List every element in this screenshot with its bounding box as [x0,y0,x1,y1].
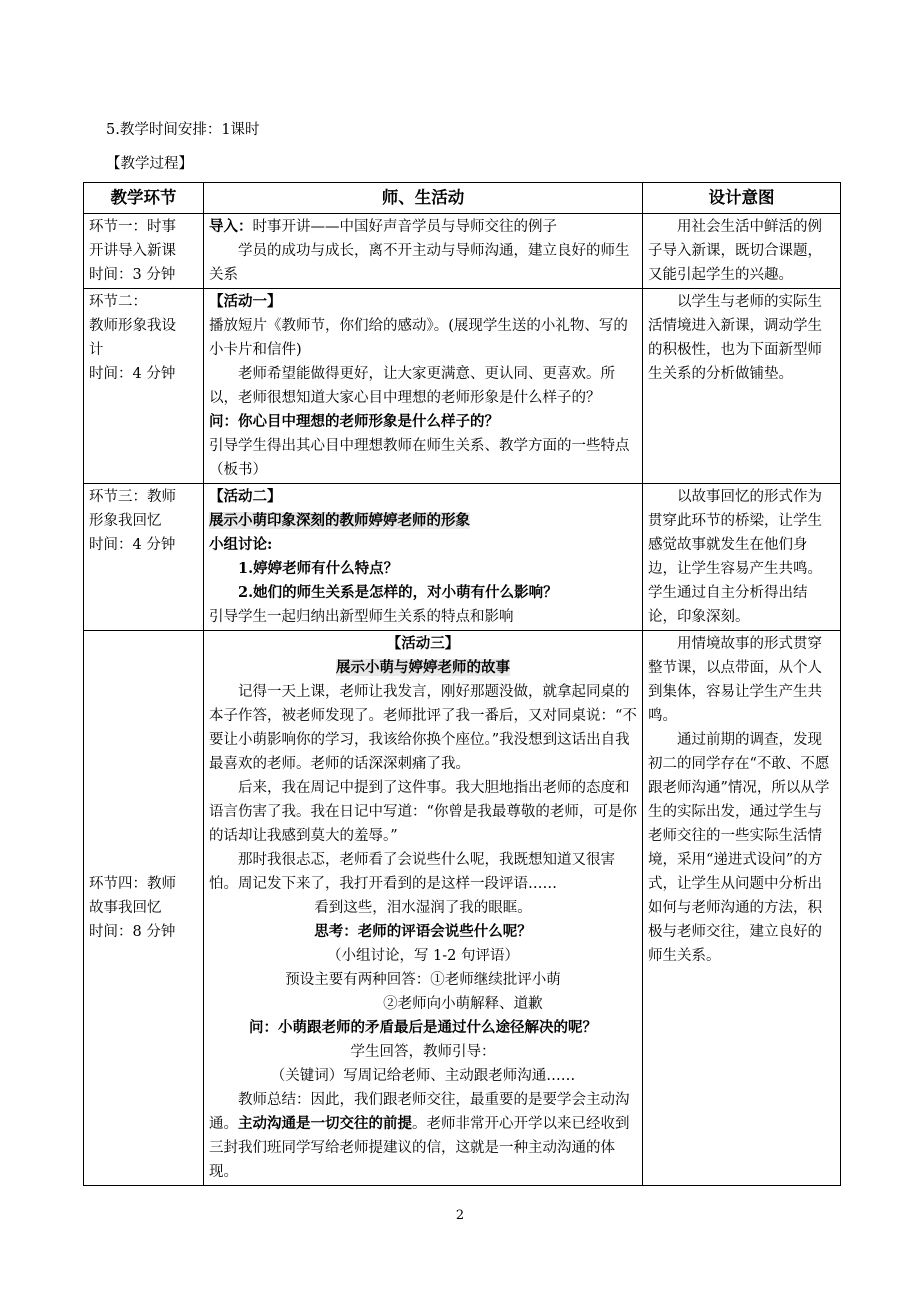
intent-text: 以故事回忆的形式作为贯穿此环节的桥梁，让学生感觉故事就发生在他们身边，让学生容易产生共鸣。学生通过自主分析得出结论，印象深刻。 [648,489,822,625]
header-intent: 设计意图 [643,183,841,214]
activity-title: 【活动二】 [209,488,282,505]
highlighted-heading: 展示小萌印象深刻的教师婷婷老师的形象 [209,512,470,529]
header-activity: 师、生活动 [204,183,643,214]
table-row [84,484,841,631]
activity-paragraph: 引导学生一起归纳出新型师生关系的特点和影响 [209,609,514,625]
teaching-time-line: 5.教学时间安排：1课时 [106,122,260,138]
intent-cell [643,214,841,289]
stage-cell [84,484,204,631]
story-paragraph: 记得一天上课，老师让我发言，刚好那题没做，就拿起同桌的本子作答，被老师发现了。老师批评了我一番后，又对同桌说：“不要让小萌影响你的学习，我该给你换个座位。”我没想到这话出自我最喜欢的老师。老师的话深深刺痛了我。 [209,684,637,772]
table-row [84,631,841,1186]
activity-paragraph: 引导学生得出其心目中理想教师在师生关系、教学方面的一些特点（板书） [209,438,630,478]
discussion-question: 2.她们的师生关系是怎样的，对小萌有什么影响？ [238,584,558,601]
activity-paragraph: 播放短片《教师节，你们给的感动》。(展现学生送的小礼物、写的小卡片和信件) [209,318,628,358]
intent-cell [643,289,841,484]
activity-cell [204,214,643,289]
story-paragraph: 那时我很忐忑，老师看了会说些什么呢，我既想知道又很害怕。周记发下来了，我打开看到的是这样一段评语…… [209,852,615,892]
stage-line: 教师形象我设 [89,318,176,334]
preset-answer: ②老师向小萌解释、道歉 [383,996,543,1012]
stage-line: 时间：4 分钟 [89,366,176,382]
table-row [84,289,841,484]
activity-question: 问：你心目中理想的老师形象是什么样子的？ [209,413,499,430]
discussion-question: 1.婷婷老师有什么特点？ [238,560,399,577]
stage-line: 环节三：教师 [89,489,176,505]
intent-text: 通过前期的调查，发现初二的同学存在“不敢、不愿跟老师沟通”情况，所以从学生的实际出发，通过学生与老师交往的一些实际生活情境，采用“递进式设问”的方式，让学生从问题中分析出如何与老师沟通的方法，积极与老师交往，建立良好的师生关系。 [648,732,830,964]
intent-text: 用社会生活中鲜活的例子导入新课，既切合课题，又能引起学生的兴趣。 [648,219,822,283]
stage-line: 开讲导入新课 [89,243,176,259]
activity-cell [204,631,643,1186]
stage-line: 环节四：教师 [89,876,176,892]
summary-text: 教师总结：因此，我们跟老师交往，最重要的是要学会主动沟通。 [209,1092,630,1132]
activity-paragraph: 学员的成功与成长，离不开主动与导师沟通，建立良好的师生关系 [209,243,630,283]
stage-line: 时间：4 分钟 [89,537,176,553]
intent-text: 用情境故事的形式贯穿整节课，以点带面，从个人到集体，容易让学生产生共鸣。 [648,636,822,724]
activity-cell [204,484,643,631]
summary-text: 。老师非常开心开学以来已经收到三封我们班同学写给老师提建议的信，这就是一种主动沟通的体现。 [209,1116,630,1180]
activity-title: 【活动三】 [386,635,460,652]
teaching-process-label: 【教学过程】 [106,156,193,172]
stage-line: 时间：8 分钟 [89,924,176,940]
answer-line: 学生回答，教师引导： [350,1044,496,1060]
highlighted-heading: 展示小萌与婷婷老师的故事 [336,659,510,676]
header-stage: 教学环节 [84,183,204,214]
story-paragraph: 看到这些，泪水湿润了我的眼眶。 [314,900,532,916]
stage-line: 环节二： [89,294,147,310]
question: 问：小萌跟老师的矛盾最后是通过什么途径解决的呢？ [249,1019,597,1036]
think-question: 思考：老师的评语会说些什么呢？ [314,923,532,940]
stage-line: 故事我回忆 [89,900,162,916]
group-discussion-label: 小组讨论: [209,536,273,553]
table-header-row [84,183,841,214]
keywords-line: （关键词）写周记给老师、主动跟老师沟通…… [270,1068,576,1084]
stage-line: 形象我回忆 [89,513,162,529]
story-paragraph: 后来，我在周记中提到了这件事。我大胆地指出老师的态度和语言伤害了我。我在日记中写道：“你曾是我最尊敬的老师，可是你的话却让我感到莫大的羞辱。” [209,780,637,844]
stage-line: 环节一：时事 [89,219,176,235]
activity-cell [204,289,643,484]
stage-cell [84,631,204,1186]
stage-cell [84,214,204,289]
table-row [84,214,841,289]
intent-text: 以学生与老师的实际生活情境进入新课，调动学生的积极性，也为下面新型师生关系的分析做铺垫。 [648,294,822,382]
page-number: 2 [455,1208,465,1223]
activity-title: 【活动一】 [209,293,282,310]
stage-line: 计 [89,342,104,358]
stage-line: 时间：3 分钟 [89,267,176,283]
activity-paragraph: 老师希望能做得更好，让大家更满意、更认同、更喜欢。所以，老师很想知道大家心目中理想的老师形象是什么样子的？ [209,366,615,406]
summary-bold-text: 主动沟通是一切交往的前提 [238,1115,412,1132]
lesson-plan-table [83,182,841,1186]
preset-answer: 预设主要有两种回答：①老师继续批评小萌 [285,972,561,988]
intent-cell [643,484,841,631]
lead-text: 时事开讲——中国好声音学员与导师交往的例子 [252,219,557,235]
group-note: （小组讨论，写 1-2 句评语） [326,948,520,964]
stage-cell [84,289,204,484]
lead-label: 导入： [209,218,253,235]
summary-paragraph [209,1088,637,1184]
intent-cell [643,631,841,1186]
